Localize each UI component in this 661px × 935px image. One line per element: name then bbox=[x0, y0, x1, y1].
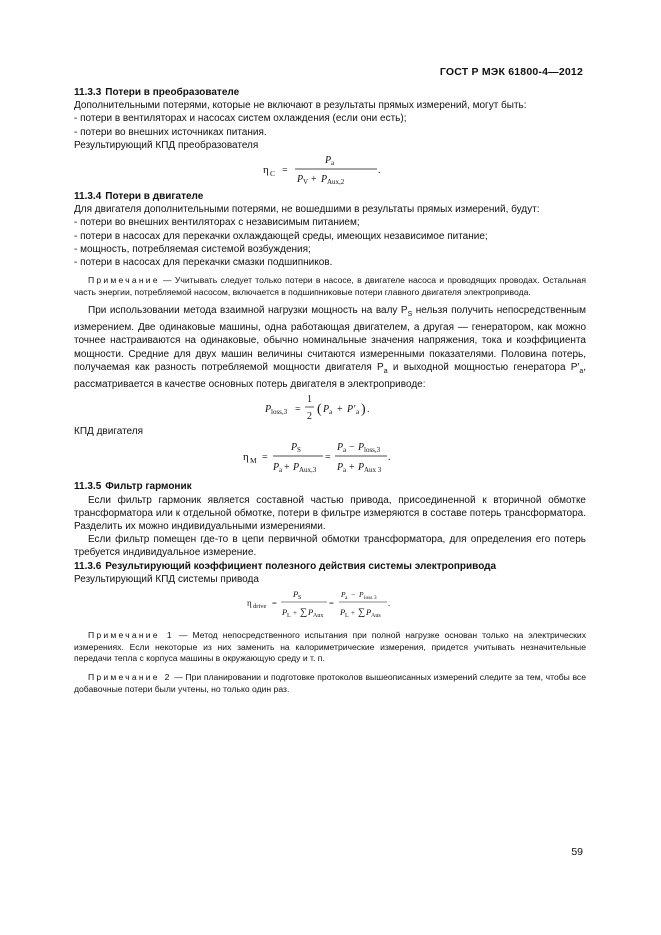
formula-symbol: P bbox=[291, 442, 298, 454]
subscript: a bbox=[579, 367, 584, 375]
formula-symbol: P bbox=[282, 607, 288, 618]
paragraph: Если фильтр гармоник является составной частью привода, присоединенной к вторичной обмотке трансформатора или к отдельной обмотке, потери в фильтре измеряются в составе потерь трансформатора. Разделить их можно индивидуальными измерениями. bbox=[74, 494, 586, 533]
note-1 bbox=[74, 630, 586, 664]
formula-symbol: a bbox=[343, 466, 347, 475]
svg-text:.: . bbox=[388, 452, 391, 464]
list-item: - мощность, потребляемая системой возбуждения; bbox=[74, 243, 311, 255]
standard-header: ГОСТ Р МЭК 61800-4—2012 bbox=[439, 66, 583, 78]
formula-symbol: Aux,3 bbox=[299, 466, 317, 475]
formula-symbol: P bbox=[358, 462, 365, 474]
formula-symbol: P bbox=[358, 442, 365, 454]
formula-symbol: a bbox=[331, 159, 335, 168]
formula-symbol: P bbox=[341, 590, 346, 600]
list-item: - потери в насосах для перекачки охлаждающей среды, имеющих независимое питание; bbox=[74, 230, 488, 242]
formula-symbol: P bbox=[337, 462, 344, 474]
section-number: 11.3.5 bbox=[74, 481, 102, 493]
svg-text:=: = bbox=[282, 165, 288, 177]
note-label: Примечание 1 bbox=[88, 630, 174, 641]
note-text: — Метод непосредственного испытания при полной нагрузке основан только на электрических измерениях. Если некоторые из них заменить на калориметрические измерения, придется учитывать незначительные передачи тепла с корпуса машины в окружающую среду и т. п. bbox=[74, 630, 586, 663]
formula-symbol: Aux,2 bbox=[327, 178, 345, 187]
formula-symbol: L bbox=[345, 613, 349, 620]
formula-motor-efficiency bbox=[235, 438, 425, 476]
formula-symbol: 2 bbox=[307, 411, 312, 423]
section-title: Потери в двигателе bbox=[105, 191, 204, 203]
svg-text:+: + bbox=[284, 462, 290, 474]
svg-text:+: + bbox=[311, 174, 317, 186]
formula-symbol: P bbox=[321, 174, 328, 186]
sum-symbol: ∑ bbox=[358, 607, 366, 619]
formula-symbol: S bbox=[297, 446, 301, 455]
formula-symbol: a bbox=[343, 446, 347, 455]
svg-text:−: − bbox=[351, 590, 356, 600]
formula-symbol: a bbox=[329, 408, 333, 417]
svg-text:+: + bbox=[349, 462, 355, 474]
list-item: - потери в насосах для перекачки смазки подшипников. bbox=[74, 257, 333, 269]
text-run: , рассматривается в качестве основных потерь двигателя в электроприводе: bbox=[74, 361, 586, 391]
svg-text:(: ( bbox=[317, 402, 322, 418]
svg-text:+: + bbox=[337, 404, 343, 416]
formula-symbol: P bbox=[337, 442, 344, 454]
paragraph: Если фильтр помещен где-то в цепи первичной обмотки трансформатора, для определения его потерь требуется индивидуальное измерение. bbox=[74, 534, 586, 559]
list-item: - потери в вентиляторах и насосах систем охлаждения (если они есть); bbox=[74, 113, 407, 125]
formula-symbol: Aux bbox=[313, 613, 324, 620]
section-heading-11-3-6 bbox=[74, 560, 586, 573]
text-run: и выходной мощностью генератора P′ bbox=[387, 361, 580, 373]
paragraph bbox=[74, 304, 586, 391]
formula-symbol: P′ bbox=[347, 404, 356, 416]
formula-loss-3 bbox=[245, 391, 415, 425]
formula-converter-efficiency bbox=[245, 152, 415, 186]
section-title: Результирующий коэффициент полезного действия системы электропривода bbox=[105, 560, 497, 572]
paragraph: Для двигателя дополнительными потерями, не вошедшими в результаты прямых измерений, будут: bbox=[74, 204, 540, 216]
text-run: нельзя получить непосредственным измерением. Две одинаковые машины, одна работающая двигателем, а другая — генератором, как можно точнее настраиваются на одинаковые, обычно номинальные значения напряжения, тока и коэффициента мощности. Средние для двух машин величины считаются измеренными показателями. Половина потерь, получаемая как разность потребляемой мощности двигателя P bbox=[74, 305, 586, 373]
formula-symbol: P bbox=[293, 589, 299, 600]
formula-symbol: V bbox=[303, 178, 309, 187]
svg-text:): ) bbox=[361, 402, 366, 418]
formula-symbol: S bbox=[298, 595, 302, 602]
paragraph: Результирующий КПД системы привода bbox=[74, 573, 259, 585]
formula-symbol: P bbox=[308, 607, 314, 618]
page-number: 59 bbox=[571, 846, 583, 858]
svg-text:.: . bbox=[367, 404, 370, 416]
subscript: S bbox=[407, 311, 413, 319]
formula-symbol: P bbox=[273, 462, 280, 474]
formula-symbol: C bbox=[270, 169, 276, 179]
note bbox=[74, 275, 586, 298]
formula-symbol: P bbox=[340, 607, 346, 618]
formula-symbol: loss 3 bbox=[364, 595, 377, 602]
svg-text:.: . bbox=[378, 165, 381, 177]
subscript: a bbox=[383, 367, 388, 375]
formula-symbol: a bbox=[345, 595, 348, 602]
section-number: 11.3.3 bbox=[74, 87, 102, 98]
section-number: 11.3.4 bbox=[74, 191, 102, 203]
formula-symbol: M bbox=[250, 456, 257, 466]
formula-symbol: a bbox=[356, 408, 360, 417]
formula-symbol: a bbox=[279, 466, 283, 475]
formula-symbol: P bbox=[359, 590, 364, 600]
formula-symbol: P bbox=[323, 404, 330, 416]
paragraph: Дополнительными потерями, которые не включают в результаты прямых измерений, могут быть: bbox=[74, 100, 527, 112]
formula-symbol: P bbox=[265, 404, 272, 416]
svg-text:=: = bbox=[272, 598, 277, 609]
formula-symbol: P bbox=[297, 174, 304, 186]
svg-text:=: = bbox=[295, 404, 301, 416]
formula-symbol: loss,3 bbox=[364, 446, 381, 455]
paragraph: Результирующий КПД преобразователя bbox=[74, 139, 259, 151]
formula-symbol: loss,3 bbox=[271, 408, 288, 417]
formula-drive-efficiency bbox=[245, 586, 415, 620]
svg-text:=: = bbox=[329, 598, 334, 609]
formula-symbol: L bbox=[287, 613, 291, 620]
formula-symbol: Aus bbox=[371, 613, 381, 620]
formula-symbol: η bbox=[247, 598, 252, 609]
formula-symbol: P bbox=[325, 155, 332, 167]
formula-symbol: η bbox=[243, 451, 249, 464]
sum-symbol: ∑ bbox=[300, 607, 308, 619]
svg-text:=: = bbox=[325, 452, 331, 464]
svg-text:.: . bbox=[388, 598, 391, 609]
list-item: - потери во внешних источниках питания. bbox=[74, 126, 267, 138]
formula-symbol: Aux 3 bbox=[364, 466, 382, 475]
list-item: - потери во внешних вентиляторах с независимым питанием; bbox=[74, 217, 360, 229]
formula-symbol: η bbox=[263, 164, 269, 177]
section-heading-11-3-3 bbox=[74, 86, 586, 99]
note-text: — Учитывать следует только потери в насосе, в двигателе насоса и проводящих проводах. Остальная часть энергии, потребляемой насосом, включается в подшипниковые потери главного двигателя электропривода. bbox=[74, 275, 586, 297]
note-label: Примечание bbox=[88, 275, 160, 286]
section-heading-11-3-5 bbox=[74, 480, 586, 493]
section-heading-11-3-4 bbox=[74, 190, 586, 203]
note-text: — При планировании и подготовке протоколов вышеописанных измерений следите за тем, чтобы все добавочные потери были учтены, но только один раз. bbox=[74, 672, 587, 694]
formula-symbol: P bbox=[293, 462, 300, 474]
section-title: Фильтр гармоник bbox=[105, 481, 192, 493]
svg-text:+: + bbox=[351, 609, 355, 618]
svg-text:−: − bbox=[349, 442, 355, 454]
formula-symbol: drive bbox=[253, 603, 267, 611]
text-run: При использовании метода взаимной нагрузки мощность на валу P bbox=[88, 305, 408, 317]
section-number: 11.3.6 bbox=[74, 560, 102, 572]
document-body bbox=[74, 86, 586, 695]
svg-text:=: = bbox=[262, 452, 268, 464]
note-label: Примечание 2 bbox=[88, 672, 172, 683]
note-2 bbox=[74, 672, 586, 695]
svg-text:+: + bbox=[293, 609, 297, 618]
section-title: Потери в преобразователе bbox=[105, 87, 240, 98]
paragraph: КПД двигателя bbox=[74, 426, 144, 438]
formula-symbol: P bbox=[366, 607, 372, 618]
formula-symbol: 1 bbox=[307, 394, 312, 406]
